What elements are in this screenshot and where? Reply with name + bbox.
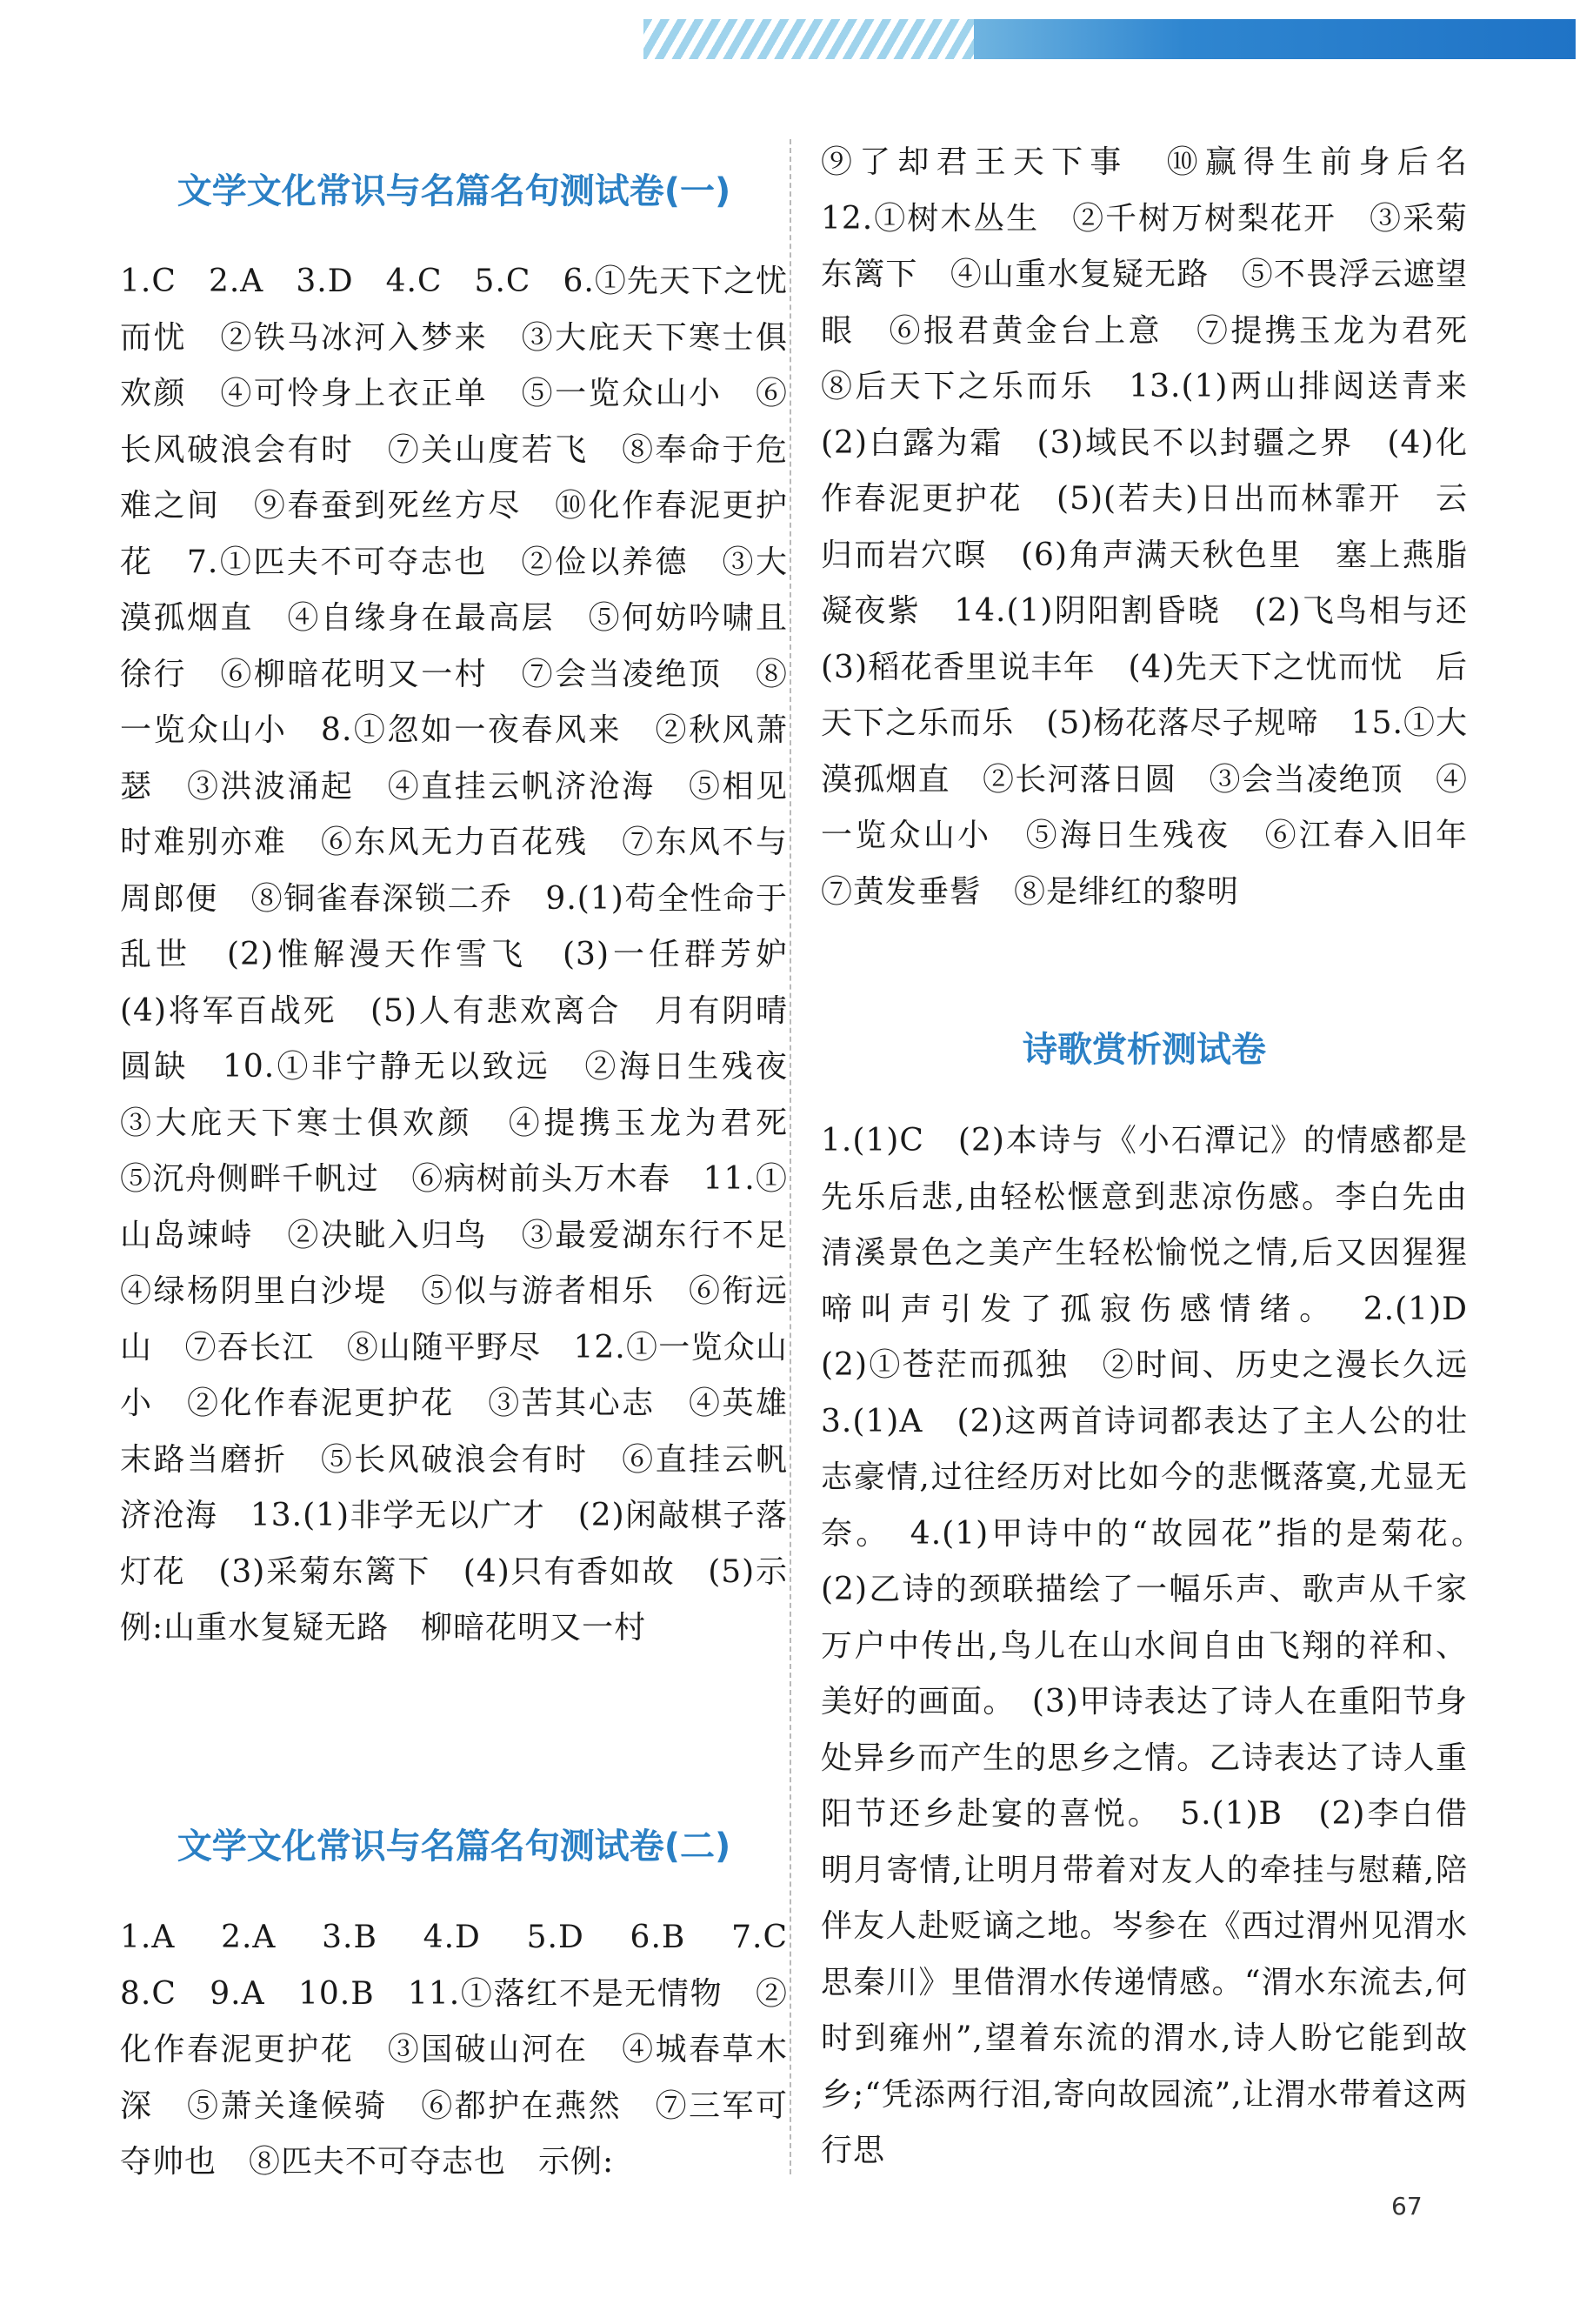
page-number: 67 bbox=[1391, 2192, 1423, 2220]
section-1-answers: 1.C 2.A 3.D 4.C 5.C 6.①先天下之忧而忧 ②铁马冰河入梦来 ③大庇天下寒士俱欢颜 ④可怜身上衣正单 ⑤一览众山小 ⑥长风破浪会有时 ⑦关山度若飞 ⑧奉命于危难之间 ⑨春蚕到死丝方尽 ⑩化作春泥更护花 7.①匹夫不可夺志也 ②俭以养德 ③大漠孤烟直 ④自缘身在最高层 ⑤何妨吟啸且徐行 ⑥柳暗花明又一村 ⑦会当凌绝顶 ⑧一览众山小 8.①忽如一夜春风来 ②秋风萧瑟 ③洪波涌起 ④直挂云帆济沧海 ⑤相见时难别亦难 ⑥东风无力百花残 ⑦东风不与周郎便 ⑧铜雀春深锁二乔 9.(1)苟全性命于乱世 (2)惟解漫天作雪飞 (3)一任群芳妒 (4)将军百战死 (5)人有悲欢离合 月有阴晴圆缺 10.①非宁静无以致远 ②海日生残夜 ③大庇天下寒士俱欢颜 ④提携玉龙为君死 ⑤沉舟侧畔千帆过 ⑥病树前头万木春 11.①山岛竦峙 ②决眦入归鸟 ③最爱湖东行不足 ④绿杨阴里白沙堤 ⑤似与游者相乐 ⑥衔远山 ⑦吞长江 ⑧山随平野尽 12.①一览众山小 ②化作春泥更护花 ③苦其心志 ④英雄末路当磨折 ⑤长风破浪会有时 ⑥直挂云帆济沧海 13.(1)非学无以广才 (2)闲敲棋子落灯花 (3)采菊东篱下 (4)只有香如故 (5)示例:山重水复疑无路 柳暗花明又一村 bbox=[120, 264, 821, 1646]
section-title-3: 诗歌赏析测试卷 bbox=[1023, 1030, 1266, 1070]
section-title-2: 文学文化常识与名篇名句测试卷(二) bbox=[177, 1826, 731, 1867]
header-bar bbox=[974, 19, 1576, 59]
header-decoration-band bbox=[643, 19, 1576, 59]
header-stripes bbox=[643, 19, 974, 59]
section-2-answers-continued: ⑨了却君王天下事 ⑩赢得生前身后名 12.①树木丛生 ②千树万树梨花开 ③采菊东篱下 ④山重水复疑无路 ⑤不畏浮云遮望眼 ⑥报君黄金台上意 ⑦提携玉龙为君死 ⑧后天下之乐而乐 13.(1)两山排闼送青来 (2)白露为霜 (3)域民不以封疆之界 (4)化作春泥更护花 (5)(若夫)日出而林霏开 云归而岩穴暝 (6)角声满天秋色里 塞上燕脂凝夜紫 14.(1)阴阳割昏晓 (2)飞鸟相与还 (3)稻花香里说丰年 (4)先天下之忧而忧 后天下之乐而乐 (5)杨花落尽子规啼 15.①大漠孤烟直 ②长河落日圆 ③会当凌绝顶 ④一览众山小 ⑤海日生残夜 ⑥江春入旧年 ⑦黄发垂髫 ⑧是绯红的黎明 bbox=[821, 144, 1501, 910]
section-3-answers: 1.(1)C (2)本诗与《小石潭记》的情感都是先乐后悲,由轻松惬意到悲凉伤感。李白先由清溪景色之美产生轻松愉悦之情,后又因猩猩啼叫声引发了孤寂伤感情绪。 2.(1)D (2)①苍茫而孤独 ②时间、历史之漫长久远 3.(1)A (2)这两首诗词都表达了主人公的壮志豪情,过往经历对比如今的悲慨落寞,尤显无奈。 4.(1)甲诗中的“故园花”指的是菊花。 (2)乙诗的颈联描绘了一幅乐声、歌声从千家万户中传出,鸟儿在山水间自由飞翔的祥和、美好的画面。 (3)甲诗表达了诗人在重阳节身处异乡而产生的思乡之情。乙诗表达了诗人重阳节还乡赴宴的喜悦。 5.(1)B (2)李白借明月寄情,让明月带着对友人的牵挂与慰藉,陪伴友人赴贬谪之地。岑参在《西过渭州见渭水思秦川》里借渭水传递情感。“渭水东流去,何时到雍州”,望着东流的渭水,诗人盼它能到故乡;“凭添两行泪,寄向故园流”,让渭水带着这两行思 bbox=[821, 1123, 1501, 2168]
section-title-1: 文学文化常识与名篇名句测试卷(一) bbox=[177, 171, 731, 211]
column-divider bbox=[790, 139, 791, 2174]
section-2-answers: 1.A 2.A 3.B 4.D 5.D 6.B 7.C 8.C 9.A 10.B 11.①落红不是无情物 ②化作春泥更护花 ③国破山河在 ④城春草木深 ⑤萧关逢候骑 ⑥都护在燕然 ⑦三军可夺帅也 ⑧匹夫不可夺志也 示例: bbox=[120, 1920, 821, 2180]
